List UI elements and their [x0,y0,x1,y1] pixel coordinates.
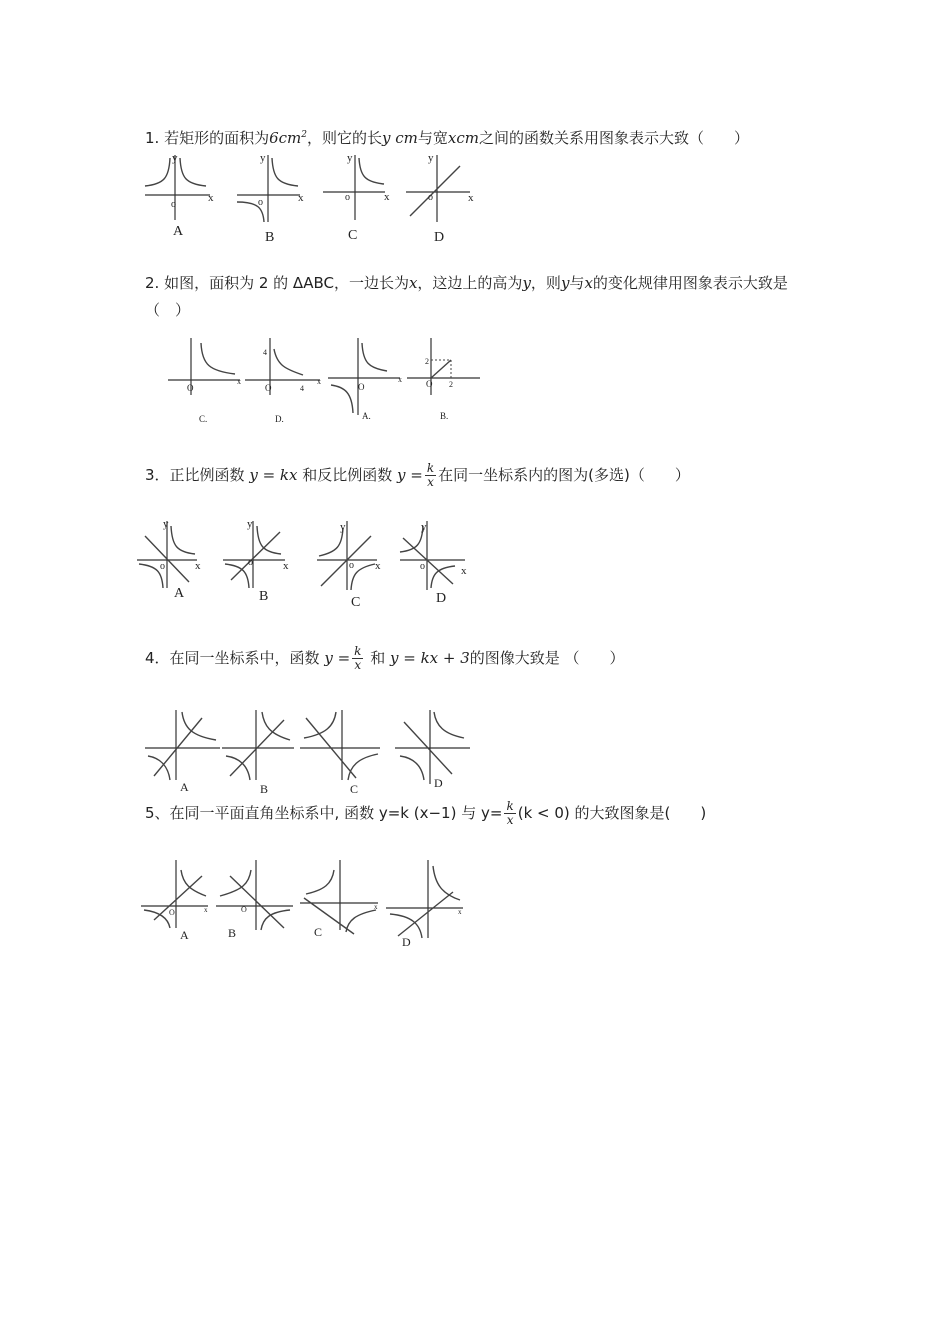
svg-text:x: x [461,565,467,577]
svg-text:x: x [374,903,378,911]
svg-text:C: C [314,925,323,939]
q2-option-c-graph [168,338,241,424]
svg-text:x: x [317,377,321,386]
q1-option-c-graph [323,152,390,243]
q1-option-d-graph [406,152,474,245]
svg-text:O: O [265,383,272,393]
svg-text:4: 4 [300,384,304,393]
svg-text:B: B [260,782,269,796]
q3-option-b-graph [223,518,289,604]
question-4-figures [142,708,477,798]
svg-text:x: x [208,192,214,204]
question-5-figures [138,858,473,948]
svg-text:O: O [426,379,433,389]
svg-text:C: C [351,595,361,610]
svg-text:x: x [204,906,208,914]
svg-text:A: A [180,928,189,942]
svg-text:A.: A. [362,411,371,421]
svg-text:y: y [347,152,353,164]
q2-option-d-graph [245,338,321,424]
svg-text:D: D [436,591,447,606]
q5-fraction: $\frac{k}{x}$ [506,799,514,827]
q5-option-c-graph [300,860,378,939]
svg-text:o: o [248,557,253,568]
svg-text:A: A [173,224,184,239]
svg-text:2: 2 [449,380,453,389]
svg-text:o: o [258,197,263,208]
svg-text:y: y [428,152,434,164]
svg-text:x: x [458,908,462,916]
svg-text:B: B [259,589,269,604]
q4-fraction: $\frac{k}{x}$ [354,644,362,672]
svg-text:x: x [398,375,402,384]
q2-option-b-graph [407,338,480,421]
question-3-stem: 3．正比例函数 y = kx 和反比例函数 y = $\frac{k}{x}$ 在同一坐标系内的图为(多选)（ ） [145,461,690,489]
q3-option-d-graph [400,521,467,606]
q5-option-d-graph [386,860,463,949]
svg-text:C: C [348,228,358,243]
svg-text:x: x [237,377,241,386]
svg-text:o: o [160,561,165,572]
question-2-stem: 2. 如图，面积为 2 的 ΔABC，一边长为x，这边上的高为y，则y与x的变化规律用图象表示大致是（ ） [145,274,788,319]
svg-text:A: A [180,780,189,794]
svg-text:B.: B. [440,411,449,421]
svg-text:A: A [174,586,185,601]
q3-option-a-graph [137,518,201,601]
svg-text:o: o [171,199,176,210]
svg-text:x: x [375,560,381,572]
svg-text:o: o [420,561,425,572]
svg-text:y: y [340,521,346,533]
q1-option-b-graph [237,152,304,245]
svg-text:x: x [298,192,304,204]
q4-option-c-graph [300,710,380,796]
svg-text:O: O [241,905,247,914]
svg-text:B: B [228,926,237,940]
svg-text:x: x [195,560,201,572]
svg-text:C.: C. [199,414,208,424]
svg-text:O: O [187,383,194,393]
svg-text:y: y [260,152,266,164]
q4-option-d-graph [395,710,470,790]
svg-text:B: B [265,230,275,245]
svg-text:D: D [402,935,411,949]
svg-text:D.: D. [275,414,284,424]
question-2-figures [165,335,485,430]
svg-text:D: D [434,776,443,790]
svg-text:2: 2 [425,357,429,366]
svg-text:x: x [384,191,390,203]
q3-option-c-graph [317,521,381,610]
svg-text:y: y [247,518,253,530]
svg-text:O: O [358,382,365,392]
q1-option-a-graph [145,152,214,239]
q3-fraction: $\frac{k}{x}$ [426,461,435,489]
svg-text:y: y [172,152,178,164]
question-4-stem: 4．在同一坐标系中，函数 y = $\frac{k}{x}$ 和 y = kx + 3的图像大致是 （ ） [145,644,625,672]
svg-text:C: C [350,782,359,796]
svg-text:o: o [345,192,350,203]
svg-text:O: O [169,908,175,917]
svg-text:x: x [468,192,474,204]
q5-option-b-graph [216,860,293,940]
question-1-figures [140,150,490,250]
question-1-stem: 1. 若矩形的面积为$6cm^2$，则它的长y cm与宽xcm之间的函数关系用图象表示大致（ ） [145,129,750,147]
svg-text:4: 4 [263,348,267,357]
q5-option-a-graph [141,860,208,942]
svg-text:y: y [163,518,169,530]
svg-text:D: D [434,230,445,245]
svg-text:o: o [428,192,433,203]
svg-text:x: x [283,560,289,572]
question-5-stem: 5、在同一平面直角坐标系中, 函数 y=k (x−1) 与 y= $\frac{k}{x}$ (k < 0) 的大致图象是( ) [145,799,707,827]
question-3-figures [135,518,475,613]
svg-text:o: o [349,560,354,571]
svg-text:y: y [421,521,427,533]
q2-option-a-graph [328,338,402,421]
q4-option-b-graph [222,710,294,796]
q4-option-a-graph [145,710,220,794]
